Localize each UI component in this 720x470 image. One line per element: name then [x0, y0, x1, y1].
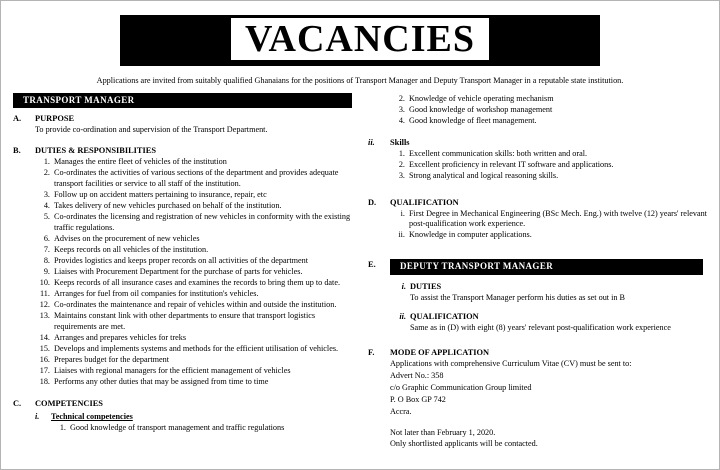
deputy-duties-text: To assist the Transport Manager perform his duties as set out in B — [410, 293, 626, 303]
right-column — [368, 93, 707, 453]
technical-competencies-heading: Technical competencies — [51, 412, 133, 422]
skills-heading: Skills — [390, 138, 410, 148]
deputy-section-block — [368, 259, 707, 333]
page-title: VACANCIES — [231, 18, 489, 60]
list-item: 1. Good knowledge of transport management and traffic regulations — [68, 423, 352, 434]
address-line: P. O Box GP 742 — [390, 395, 446, 405]
deputy-qualification-text: Same as in (D) with eight (8) years' relevant post-qualification work experience — [410, 323, 671, 333]
list-item: 10. Keeps records of all insurance cases and examines the records to bring them up to date. — [52, 278, 352, 289]
list-item: 8. Provides logistics and keeps proper records on all activities of the department — [52, 256, 352, 267]
list-item: 2. Knowledge of vehicle operating mechanism — [407, 94, 707, 105]
duties-heading: DUTIES & RESPONSIBILITIES — [35, 146, 157, 155]
deputy-section-label: E. — [368, 260, 376, 270]
list-item: 3. Strong analytical and logical reasoning skills. — [407, 171, 707, 182]
shortlist-note: Only shortlisted applicants will be contacted. — [390, 439, 538, 449]
skills-block — [368, 137, 707, 182]
duties-list — [35, 157, 352, 388]
spacer-label — [368, 93, 390, 127]
section-header-deputy-transport-manager: DEPUTY TRANSPORT MANAGER — [390, 259, 703, 275]
mode-of-application-heading: MODE OF APPLICATION — [390, 348, 490, 358]
qualification-heading: QUALIFICATION — [390, 197, 459, 207]
list-item: 4. Takes delivery of new vehicles purchased on behalf of the institution. — [52, 201, 352, 212]
spacer — [368, 337, 707, 347]
deputy-duties-heading: DUTIES — [410, 282, 442, 292]
list-item: 13. Maintains constant link with other departments to ensure that transport logistics requirements are met. — [52, 311, 352, 332]
qualification-list — [390, 209, 707, 241]
list-item: 5. Co-ordinates the licensing and registration of new vehicles in conformity with the existing traffic regulations. — [52, 212, 352, 233]
competencies-block — [13, 398, 352, 434]
list-item: 14. Arranges and prepares vehicles for treks — [52, 333, 352, 344]
list-item: 4. Good knowledge of fleet management. — [407, 116, 707, 127]
technical-competencies-label: i. — [35, 412, 40, 422]
skills-label: ii. — [368, 138, 375, 148]
qualification-block — [368, 197, 707, 242]
list-item: 6. Advises on the procurement of new vehicles — [52, 234, 352, 245]
purpose-label: A. — [13, 114, 22, 123]
address-line: c/o Graphic Communication Group limited — [390, 383, 532, 393]
competencies-continued-list — [390, 94, 707, 127]
mode-of-application-block — [368, 347, 707, 449]
competencies-continued-block — [368, 93, 707, 127]
deputy-qualification-label: ii. — [399, 312, 406, 322]
deputy-duties-label: i. — [401, 282, 406, 292]
deputy-qualification-heading: QUALIFICATION — [410, 312, 479, 322]
technical-competencies-subsection — [35, 411, 352, 434]
list-item: 11. Arranges for fuel from oil companies for institution's vehicles. — [52, 289, 352, 300]
purpose-heading: PURPOSE — [35, 114, 75, 123]
content-columns — [1, 93, 719, 453]
list-item: 1. Excellent communication skills: both written and oral. — [407, 149, 707, 160]
spacer — [368, 187, 707, 197]
skills-list — [390, 149, 707, 182]
list-item: 7. Keeps records on all vehicles of the institution. — [52, 245, 352, 256]
qualification-label: D. — [368, 197, 377, 207]
left-column — [13, 93, 352, 453]
spacer — [368, 245, 707, 259]
deputy-duties-subsection — [390, 281, 703, 303]
duties-block — [13, 145, 352, 388]
technical-competencies-list — [51, 423, 352, 434]
mode-of-application-label: F. — [368, 348, 375, 358]
list-item: 17. Liaises with regional managers for the efficient management of vehicles — [52, 366, 352, 377]
list-item: 12. Co-ordinates the maintenance and repair of vehicles within and outside the institution. — [52, 300, 352, 311]
purpose-text: To provide co-ordination and supervision of the Transport Department. — [35, 125, 268, 134]
list-item: 9. Liaises with Procurement Department for the purchase of parts for vehicles. — [52, 267, 352, 278]
application-deadline: Not later than February 1, 2020. — [390, 428, 496, 438]
list-item: 2. Co-ordinates the activities of various sections of the department and provides adequate transport facilities or service to all staff of the institution. — [52, 168, 352, 189]
mode-of-application-text: Applications with comprehensive Curriculum Vitae (CV) must be sent to: — [390, 359, 632, 369]
list-item: 2. Excellent proficiency in relevant IT software and applications. — [407, 160, 707, 171]
address-line: Advert No.: 358 — [390, 371, 444, 381]
title-banner — [120, 15, 600, 66]
list-item: 18. Performs any other duties that may be assigned from time to time — [52, 377, 352, 388]
application-address — [390, 370, 707, 417]
deputy-qualification-subsection — [390, 311, 703, 333]
purpose-block — [13, 113, 352, 135]
intro-paragraph: Applications are invited from suitably qualified Ghanaians for the positions of Transport Manager and Deputy Transport Manager in a reputable state institution. — [96, 76, 624, 85]
list-item: 3. Good knowledge of workshop management — [407, 105, 707, 116]
list-item: 15. Develops and implements systems and methods for the efficient utilisation of vehicles. — [52, 344, 352, 355]
list-item: ii. Knowledge in computer applications. — [407, 230, 707, 241]
closing-block — [390, 427, 707, 449]
competencies-heading: COMPETENCIES — [35, 399, 103, 409]
competencies-label: C. — [13, 399, 22, 409]
list-item: 3. Follow up on accident matters pertaining to insurance, repair, etc — [52, 190, 352, 201]
list-item: 1. Manages the entire fleet of vehicles of the institution — [52, 157, 352, 168]
section-header-transport-manager: TRANSPORT MANAGER — [13, 93, 352, 108]
address-line: Accra. — [390, 407, 412, 417]
list-item: i. First Degree in Mechanical Engineering (BSc Mech. Eng.) with twelve (12) years' relevant post-qualification work experience. — [407, 209, 707, 230]
list-item: 16. Prepares budget for the department — [52, 355, 352, 366]
duties-label: B. — [13, 146, 21, 155]
